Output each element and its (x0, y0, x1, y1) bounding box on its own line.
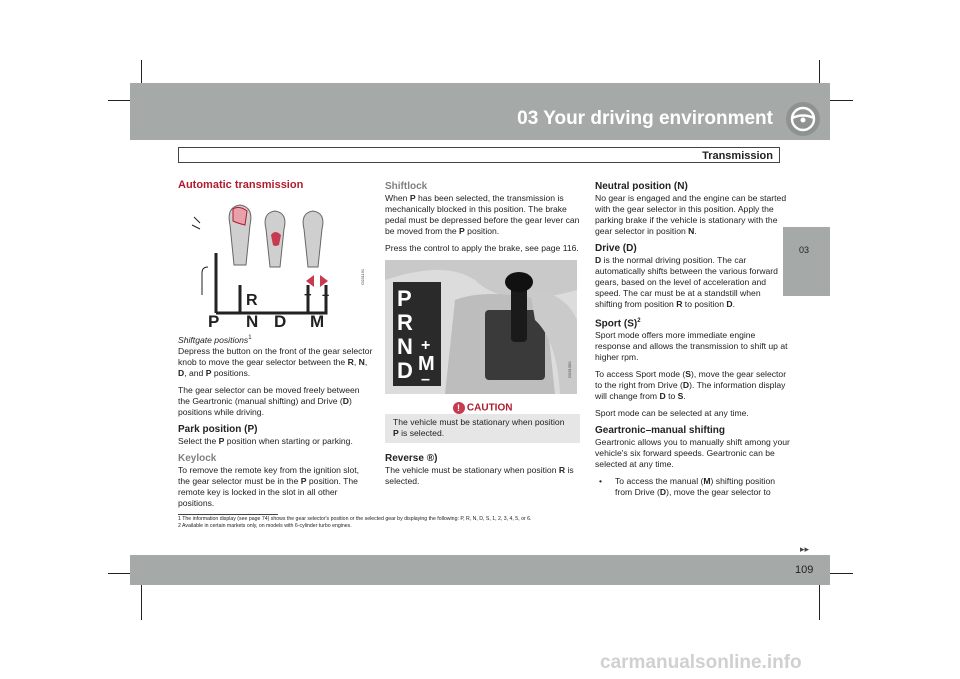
continue-arrows: ▸▸ (800, 544, 810, 554)
heading-geartronic: Geartronic–manual shifting (595, 425, 726, 437)
footer-band (130, 555, 830, 585)
heading-drive: Drive (D) (595, 243, 637, 254)
para-sport: Sport mode offers more immediate engine response and allows the transmission to shift up at higher rpm. (595, 330, 788, 363)
chapter-tab-number: 03 (799, 245, 810, 255)
photo-label-p: P (397, 286, 412, 311)
caution-header (385, 402, 580, 414)
gear-selector-photo (385, 260, 577, 394)
steering-wheel-icon (784, 100, 822, 138)
figure-code: G031191 (360, 268, 365, 285)
para-geartronic-desc: Geartronic allows you to manually shift among your vehicle's six forward speeds. Geartronic can be selected at any time. (595, 437, 790, 470)
bullet-dot: • (599, 476, 603, 487)
warning-icon: ! (453, 402, 465, 414)
section-title-bar (178, 147, 780, 163)
footnote-rule (178, 514, 278, 515)
photo-label-n: N (397, 334, 413, 359)
photo-label-m: M (418, 353, 435, 375)
caution-heading: CAUTION (466, 402, 513, 414)
shiftgate-figure (178, 195, 370, 327)
photo-label-d: D (397, 358, 413, 383)
para-shiftlock: When P has been selected, the transmission is mechanically blocked in this position. The brake pedal must be depressed before the gear lever can be moved from the P position. (385, 193, 580, 236)
gate-label-minus: – (322, 287, 330, 302)
heading-shiftlock: Shiftlock (385, 181, 428, 192)
watermark: carmanualsonline.info (600, 652, 802, 673)
column-2 (385, 181, 580, 493)
column-3 (595, 181, 790, 498)
page-number: 109 (795, 564, 814, 576)
bullet-text: To access the manual (M) shifting position from Drive (D), move the gear selector to (615, 476, 776, 498)
photo-label-plus: + (421, 337, 431, 354)
chapter-side-tab (783, 227, 830, 296)
chapter-title: 03 Your driving environment (517, 108, 773, 129)
gate-label-n: N (246, 312, 259, 327)
section-heading-automatic: Automatic transmission (178, 179, 304, 191)
para-park: Select the P position when starting or parking. (178, 435, 353, 446)
footnote-2: 2 Available in certain markets only, on models with 6-cylinder turbo engines. (178, 523, 352, 529)
section-title: Transmission (702, 150, 773, 162)
para-reverse: The vehicle must be stationary when position R is selected. (385, 465, 574, 486)
photo-code: G031350 (567, 361, 572, 378)
footnote-1: 1 The information display (see page 74) shows the gear selector's position or the selected gear by displaying the following: P, R, N, D, S, 1, 2, 3, 4, 5, or 6. (178, 516, 532, 522)
para-depress: Depress the button on the front of the gear selector knob to move the gear selector between the R, N, D, and P positions. (178, 345, 373, 378)
gate-label-m: M (310, 312, 325, 327)
para-geartronic: The gear selector can be moved freely between the Geartronic (manual shifting) and Drive (D) positions while driving. (178, 384, 360, 417)
caution-box: The vehicle must be stationary when position P is selected. (385, 414, 580, 443)
figure-caption: Shiftgate positions$^1$ (178, 334, 252, 345)
photo-label-r: R (397, 310, 413, 335)
gate-label-plus: + (304, 287, 312, 302)
column-1 (178, 180, 373, 515)
gate-label-p: P (208, 312, 220, 327)
para-keylock: To remove the remote key from the ignition slot, the gear selector must be in the P position. The remote key is locked in the slot in all other positions. (178, 464, 360, 508)
para-sport-anytime: Sport mode can be selected at any time. (595, 408, 749, 419)
heading-neutral: Neutral position (N) (595, 181, 688, 192)
gate-label-r: R (246, 292, 258, 309)
heading-sport: Sport $(S)^2$ (595, 318, 641, 330)
gate-label-d: D (274, 312, 287, 327)
bullet-manual (595, 476, 790, 498)
heading-park: Park position (P) (178, 423, 258, 435)
para-drive: D is the normal driving position. The car automatically shifts between the various forward gears, based on the level of acceleration and speed. The car must be at a standstill when shifting from position R to position D. (595, 255, 778, 309)
heading-keylock: Keylock (178, 452, 217, 464)
para-sport-access: To access Sport mode (S), move the gear selector to the right from Drive (D). The information display will change from D to S. (595, 369, 787, 402)
para-shiftlock-brake: Press the control to apply the brake, see page 116. (385, 243, 579, 253)
footnotes (178, 516, 798, 530)
heading-reverse: Reverse ®) (385, 453, 438, 464)
para-neutral: No gear is engaged and the engine can be started with the gear selector in this position. Apply the parking brake if the vehicle is stationary with the gear selector in position N. (595, 193, 787, 236)
photo-label-minus: – (421, 371, 430, 388)
